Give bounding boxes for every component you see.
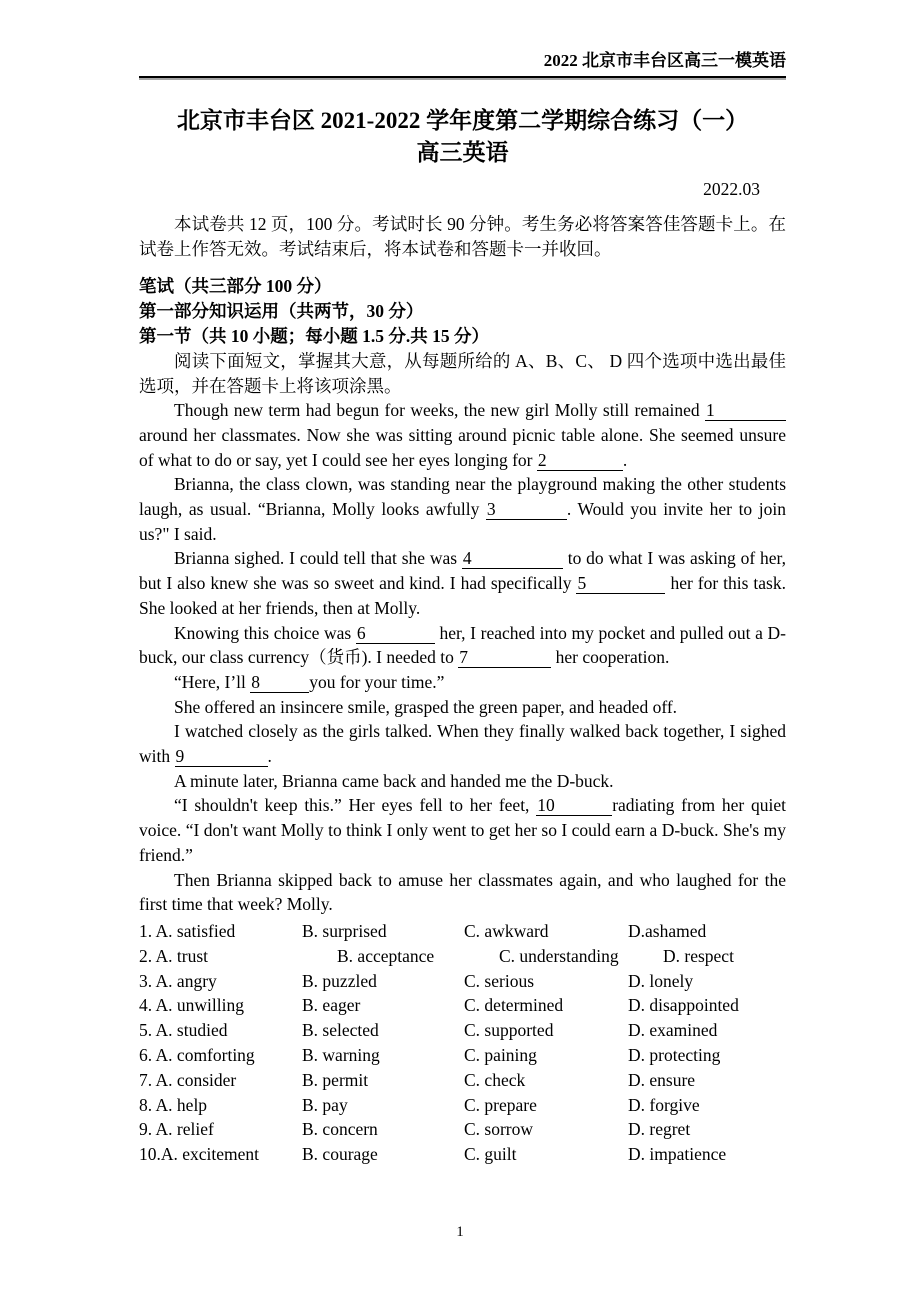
- option-cell: 9. A. relief: [139, 1119, 214, 1140]
- option-row: [139, 1068, 786, 1093]
- option-row: [139, 1093, 786, 1118]
- running-header-text: 2022 北京市丰台区高三一模英语: [543, 51, 786, 70]
- cloze-blank-8: 8: [250, 673, 309, 693]
- option-row: [139, 993, 786, 1018]
- option-cell: C. understanding: [499, 945, 619, 966]
- cloze-blank-10: 10: [536, 796, 612, 816]
- cloze-blank-9: 9: [175, 747, 268, 767]
- option-row: [139, 1117, 786, 1142]
- option-cell: D. lonely: [628, 970, 694, 991]
- option-cell: 6. A. comforting: [139, 1044, 255, 1065]
- passage-paragraph: Brianna, the class clown, was standing near the playground making the other students laugh, as usual. “Brianna, Molly looks awfully 3 . Would you invite her to join us?" I said.: [139, 474, 786, 544]
- option-cell: 7. A. consider: [139, 1069, 237, 1090]
- option-cell: C. prepare: [464, 1094, 537, 1115]
- option-cell: C. determined: [464, 995, 564, 1016]
- section-heading-part-one: 第一部分知识运用（共两节，30 分）: [139, 301, 424, 322]
- option-cell: B. concern: [302, 1119, 378, 1140]
- option-cell: D. ensure: [628, 1069, 696, 1090]
- option-cell: D. impatience: [628, 1144, 727, 1165]
- passage-paragraph: She offered an insincere smile, grasped the green paper, and headed off.: [174, 696, 678, 717]
- option-cell: C. awkward: [464, 920, 549, 941]
- passage-paragraph: Brianna sighed. I could tell that she was 4 to do what I was asking of her, but I also knew she was so sweet and kind. I had specifically 5 her for this task. She looked at her friends, then at Molly.: [139, 548, 786, 618]
- exam-title-line2: 高三英语: [416, 140, 509, 165]
- cloze-blank-6: 6: [356, 624, 435, 644]
- option-row: [139, 1142, 786, 1167]
- passage-paragraph: Though new term had begun for weeks, the new girl Molly still remained 1around her classmates. Now she was sitting around picnic table alone. She seemed unsure of what to do or say, yet I could see her eyes longing for 2 .: [139, 400, 786, 470]
- option-cell: B. eager: [302, 995, 361, 1016]
- option-cell: B. permit: [302, 1069, 369, 1090]
- option-cell: C. check: [464, 1069, 526, 1090]
- passage-paragraph: I watched closely as the girls talked. When they finally walked back together, I sighed with 9 .: [139, 721, 786, 767]
- page-number: 1: [456, 1224, 464, 1240]
- option-row: [139, 1018, 786, 1043]
- option-cell: C. guilt: [464, 1144, 517, 1165]
- passage-paragraph: “Here, I’ll 8 you for your time.”: [174, 671, 445, 692]
- option-cell: D.ashamed: [628, 920, 707, 941]
- exam-title-line1: 北京市丰台区 2021-2022 学年度第二学期综合练习（一）: [176, 108, 749, 133]
- option-cell: B. warning: [302, 1044, 380, 1065]
- section-heading-section-one: 第一节（共 10 小题；每小题 1.5 分.共 15 分）: [139, 326, 489, 346]
- section-heading-written-test: 笔试（共三部分 100 分）: [139, 276, 332, 297]
- option-cell: 3. A. angry: [139, 970, 217, 991]
- section-headings: [139, 274, 786, 348]
- option-cell: B. puzzled: [302, 970, 377, 991]
- passage-paragraph: Knowing this choice was 6 her, I reached into my pocket and pulled out a D-buck, our class currency（货币). I needed to 7 her cooperation.: [139, 622, 786, 668]
- option-cell: 1. A. satisfied: [139, 920, 236, 941]
- option-row: [139, 1043, 786, 1068]
- exam-notice: 本试卷共 12 页，100 分。考试时长 90 分钟。考生务必将答案答佳答题卡上。在试卷上作答无效。考试结束后，将本试卷和答题卡一并收回。: [139, 214, 786, 259]
- cloze-blank-3: 3: [486, 500, 567, 520]
- title-block: [139, 105, 786, 169]
- option-cell: B. selected: [302, 1020, 379, 1041]
- passage-paragraph: A minute later, Brianna came back and handed me the D-buck.: [174, 770, 614, 791]
- exam-date: 2022.03: [703, 179, 760, 199]
- option-cell: C. supported: [464, 1020, 554, 1041]
- option-cell: B. surprised: [302, 920, 387, 941]
- option-cell: B. pay: [302, 1094, 348, 1115]
- cloze-blank-1: 1: [705, 401, 786, 421]
- cloze-passage: [139, 398, 786, 917]
- passage-paragraph: “I shouldn't keep this.” Her eyes fell to her feet, 10 radiating from her quiet voice. “I don't want Molly to think I only went to get her so I could earn a D-buck. She's my friend.”: [139, 795, 786, 865]
- cloze-instruction: 阅读下面短文，掌握其大意，从每题所给的 A、B、C、 D 四个选项中选出最佳选项，并在答题卡上将该项涂黑。: [139, 350, 786, 396]
- option-cell: D. disappointed: [628, 995, 739, 1016]
- option-cell: D. regret: [628, 1119, 691, 1140]
- option-cell: 4. A. unwilling: [139, 995, 245, 1016]
- option-cell: D. protecting: [628, 1044, 721, 1065]
- option-cell: C. serious: [464, 970, 534, 991]
- cloze-blank-2: 2: [537, 451, 623, 471]
- running-header: [139, 0, 786, 78]
- cloze-blank-4: 4: [462, 549, 563, 569]
- option-cell: 10.A. excitement: [139, 1144, 260, 1165]
- option-cell: 5. A. studied: [139, 1020, 228, 1041]
- option-cell: B. courage: [302, 1144, 378, 1165]
- option-cell: D. examined: [628, 1020, 718, 1041]
- cloze-blank-7: 7: [458, 648, 551, 668]
- option-cell: C. paining: [464, 1044, 537, 1065]
- option-row: [139, 919, 786, 944]
- option-row: [139, 944, 786, 969]
- option-cell: 8. A. help: [139, 1094, 208, 1115]
- option-row: [139, 969, 786, 994]
- passage-paragraph: Then Brianna skipped back to amuse her classmates again, and who laughed for the first time that week? Molly.: [139, 869, 786, 915]
- option-cell: 2. A. trust: [139, 945, 209, 966]
- option-cell: D. forgive: [628, 1094, 700, 1115]
- options-table: [139, 919, 786, 1167]
- cloze-blank-5: 5: [576, 574, 665, 594]
- option-cell: B. acceptance: [337, 945, 435, 966]
- option-cell: C. sorrow: [464, 1119, 534, 1140]
- option-cell: D. respect: [663, 945, 734, 966]
